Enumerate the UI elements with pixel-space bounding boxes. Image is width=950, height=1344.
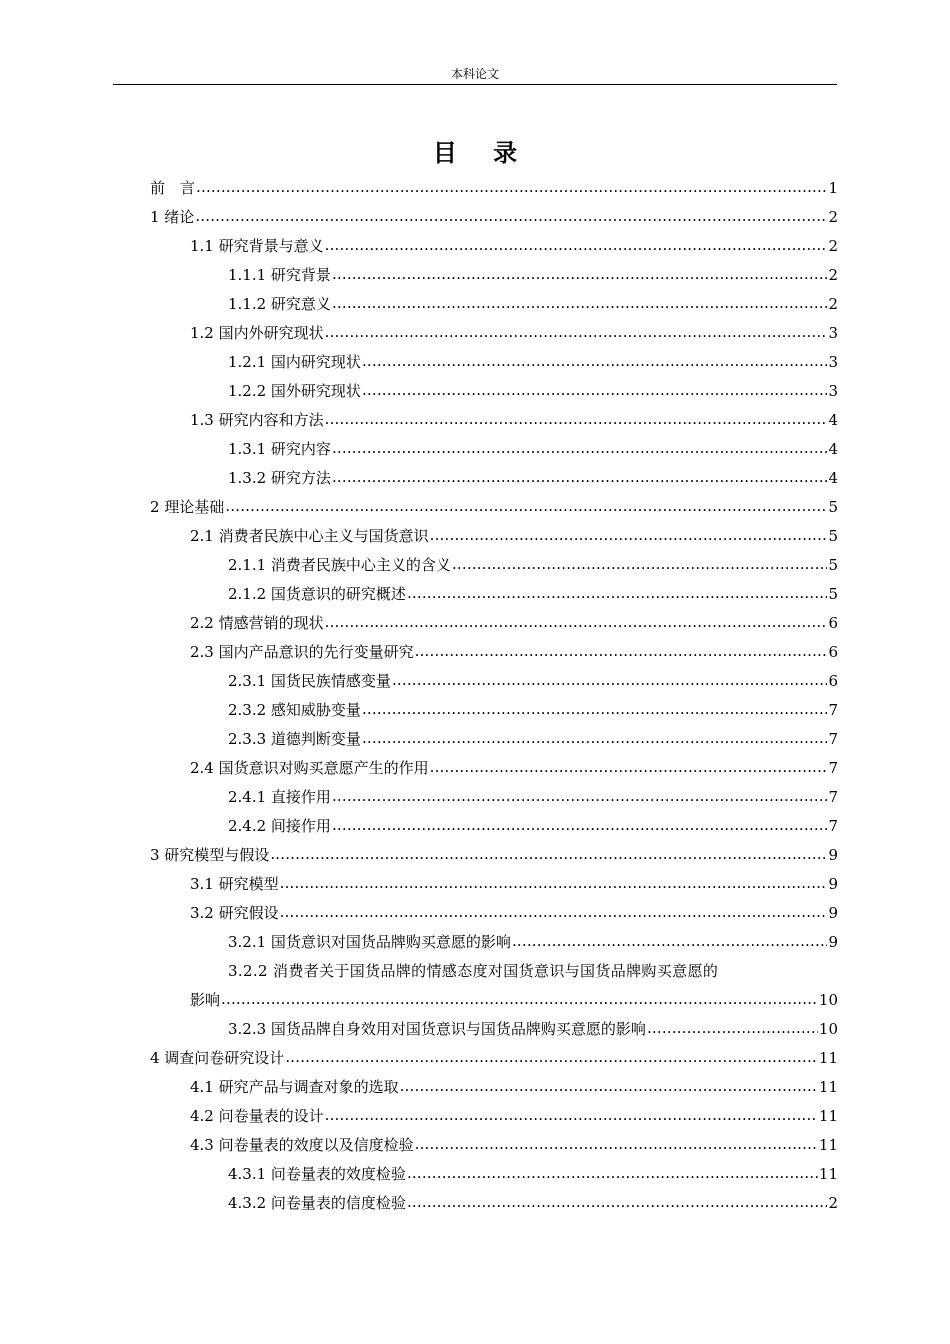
- toc-entry[interactable]: [150, 696, 838, 725]
- toc-page-number: 2: [828, 1194, 838, 1212]
- toc-entry[interactable]: [150, 435, 838, 464]
- toc-entry-text: 3.2 研究假设: [190, 904, 279, 922]
- toc-entry[interactable]: [150, 870, 838, 899]
- toc-entry-text: 2.3.2 感知威胁变量: [228, 701, 361, 719]
- toc-leader-dots: [407, 579, 828, 608]
- toc-entry-text: 前 言: [150, 179, 196, 197]
- toc-page-number: 7: [828, 817, 838, 835]
- toc-entry[interactable]: [150, 638, 838, 667]
- toc-entry[interactable]: [150, 1160, 838, 1189]
- toc-page-number: 3: [828, 382, 838, 400]
- toc-entry[interactable]: [150, 1189, 838, 1218]
- toc-entry[interactable]: [150, 899, 838, 928]
- toc-entry[interactable]: [150, 580, 838, 609]
- toc-entry[interactable]: [150, 812, 838, 841]
- toc-entry-text: 1.2.2 国外研究现状: [228, 382, 361, 400]
- toc-entry[interactable]: [150, 841, 838, 870]
- toc-page-number: 9: [828, 875, 838, 893]
- toc-page-number: 4: [828, 469, 838, 487]
- toc-entry-text: 1.3 研究内容和方法: [190, 411, 324, 429]
- toc-entry-text: 影响: [190, 991, 221, 1009]
- toc-entry[interactable]: [150, 928, 838, 957]
- toc-entry[interactable]: [150, 290, 838, 319]
- toc-entry[interactable]: [150, 174, 838, 203]
- toc-page-number: 6: [828, 643, 838, 661]
- toc-leader-dots: [270, 840, 827, 869]
- toc-entry[interactable]: [150, 261, 838, 290]
- toc-entry-text: 4.3.2 问卷量表的信度检验: [228, 1194, 406, 1212]
- toc-entry[interactable]: [150, 725, 838, 754]
- toc-page-number: 11: [818, 1078, 838, 1096]
- toc-entry-text: 2.3.1 国货民族情感变量: [228, 672, 391, 690]
- toc-entry-text: 2.4.2 间接作用: [228, 817, 331, 835]
- toc-entry-text: 3.2.3 国货品牌自身效用对国货意识与国货品牌购买意愿的影响: [228, 1020, 646, 1038]
- toc-entry-text: 1.1.1 研究背景: [228, 266, 331, 284]
- toc-entry[interactable]: [150, 1015, 838, 1044]
- toc-entry[interactable]: [150, 1044, 838, 1073]
- toc-page-number: 6: [828, 672, 838, 690]
- running-header: 本科论文: [450, 67, 499, 81]
- toc-page-number: 7: [828, 730, 838, 748]
- toc-entry[interactable]: [150, 1131, 838, 1160]
- toc-page-number: 4: [828, 440, 838, 458]
- toc-leader-dots: [415, 637, 828, 666]
- toc-leader-dots: [196, 173, 827, 202]
- toc-entry[interactable]: [150, 232, 838, 261]
- toc-leader-dots: [332, 463, 828, 492]
- toc-page-number: 9: [828, 846, 838, 864]
- toc-leader-dots: [415, 1130, 818, 1159]
- toc-leader-dots: [325, 1101, 818, 1130]
- toc-page-number: 2: [828, 208, 838, 226]
- toc-entry-text: 2.2 情感营销的现状: [190, 614, 324, 632]
- toc-entry[interactable]: [150, 493, 838, 522]
- toc-entry-text: 4.1 研究产品与调查对象的选取: [190, 1078, 399, 1096]
- toc-leader-dots: [512, 927, 828, 956]
- toc-leader-dots: [221, 985, 818, 1014]
- toc-page-number: 3: [828, 353, 838, 371]
- toc-entry-text: 3.2.2 消费者关于国货品牌的情感态度对国货意识与国货品牌购买意愿的: [228, 962, 719, 980]
- toc-entry-text: 2.3.3 道德判断变量: [228, 730, 361, 748]
- toc-entry-text: 1.2 国内外研究现状: [190, 324, 324, 342]
- toc-leader-dots: [400, 1072, 818, 1101]
- toc-entry[interactable]: [150, 957, 838, 986]
- toc-entry[interactable]: [150, 551, 838, 580]
- toc-page-number: 1: [828, 179, 838, 197]
- toc-leader-dots: [407, 1188, 828, 1217]
- toc-entry[interactable]: [150, 754, 838, 783]
- toc-entry-text: 3 研究模型与假设: [150, 846, 270, 864]
- table-of-contents: [150, 174, 838, 1218]
- toc-entry-text: 2.4 国货意识对购买意愿产生的作用: [190, 759, 429, 777]
- toc-page-number: 7: [828, 788, 838, 806]
- toc-leader-dots: [325, 231, 828, 260]
- toc-entry[interactable]: [150, 377, 838, 406]
- page-title: 目 录: [432, 138, 532, 167]
- toc-page-number: 7: [828, 759, 838, 777]
- toc-page-number: 11: [818, 1049, 838, 1067]
- toc-leader-dots: [362, 347, 828, 376]
- toc-entry-text: 4.3.1 问卷量表的效度检验: [228, 1165, 406, 1183]
- toc-entry-text: 1 绪论: [150, 208, 195, 226]
- toc-page-number: 5: [828, 527, 838, 545]
- toc-leader-dots: [325, 608, 828, 637]
- toc-page-number: 5: [828, 556, 838, 574]
- toc-leader-dots: [362, 376, 828, 405]
- toc-entry-text: 1.1.2 研究意义: [228, 295, 331, 313]
- toc-leader-dots: [332, 434, 828, 463]
- toc-entry-text: 1.1 研究背景与意义: [190, 237, 324, 255]
- toc-entry[interactable]: [150, 1073, 838, 1102]
- toc-leader-dots: [325, 405, 828, 434]
- toc-page-number: 10: [818, 991, 838, 1009]
- toc-leader-dots: [332, 289, 828, 318]
- toc-entry[interactable]: [150, 348, 838, 377]
- toc-entry-text: 2.4.1 直接作用: [228, 788, 331, 806]
- toc-entry-text: 1.2.1 国内研究现状: [228, 353, 361, 371]
- toc-page-number: 4: [828, 411, 838, 429]
- toc-leader-dots: [452, 550, 828, 579]
- toc-leader-dots: [430, 753, 828, 782]
- toc-page-number: 9: [828, 933, 838, 951]
- toc-entry-text: 3.2.1 国货意识对国货品牌购买意愿的影响: [228, 933, 511, 951]
- toc-leader-dots: [647, 1014, 818, 1043]
- toc-page-number: 6: [828, 614, 838, 632]
- toc-page-number: 10: [818, 1020, 838, 1038]
- toc-entry-text: 2.1.1 消费者民族中心主义的含义: [228, 556, 451, 574]
- toc-leader-dots: [285, 1043, 818, 1072]
- toc-page-number: 7: [828, 701, 838, 719]
- toc-leader-dots: [407, 1159, 818, 1188]
- toc-leader-dots: [332, 782, 828, 811]
- toc-leader-dots: [280, 898, 828, 927]
- header-rule: [113, 84, 837, 85]
- toc-page-number: 5: [828, 585, 838, 603]
- toc-page-number: 11: [818, 1136, 838, 1154]
- toc-leader-dots: [362, 695, 828, 724]
- toc-entry[interactable]: [150, 319, 838, 348]
- toc-leader-dots: [325, 318, 828, 347]
- toc-entry[interactable]: [150, 406, 838, 435]
- toc-page-number: 2: [828, 237, 838, 255]
- toc-page-number: 11: [818, 1107, 838, 1125]
- toc-page-number: 3: [828, 324, 838, 342]
- toc-leader-dots: [195, 202, 827, 231]
- toc-entry-text: 2 理论基础: [150, 498, 225, 516]
- toc-leader-dots: [332, 811, 828, 840]
- toc-leader-dots: [225, 492, 827, 521]
- toc-entry[interactable]: [150, 464, 838, 493]
- toc-entry[interactable]: [150, 203, 838, 232]
- toc-page-number: 9: [828, 904, 838, 922]
- toc-leader-dots: [332, 260, 828, 289]
- toc-entry[interactable]: [150, 609, 838, 638]
- toc-page-number: 11: [818, 1165, 838, 1183]
- toc-page-number: 2: [828, 295, 838, 313]
- toc-leader-dots: [430, 521, 828, 550]
- toc-entry-text: 1.3.2 研究方法: [228, 469, 331, 487]
- toc-entry-text: 2.3 国内产品意识的先行变量研究: [190, 643, 414, 661]
- toc-entry-text: 2.1.2 国货意识的研究概述: [228, 585, 406, 603]
- toc-entry-text: 2.1 消费者民族中心主义与国货意识: [190, 527, 429, 545]
- toc-page-number: 2: [828, 266, 838, 284]
- toc-entry[interactable]: [150, 522, 838, 551]
- toc-leader-dots: [280, 869, 828, 898]
- toc-entry-text: 4.2 问卷量表的设计: [190, 1107, 324, 1125]
- toc-leader-dots: [362, 724, 828, 753]
- toc-leader-dots: [392, 666, 828, 695]
- toc-entry-continuation[interactable]: [150, 986, 838, 1015]
- toc-entry-text: 4.3 问卷量表的效度以及信度检验: [190, 1136, 414, 1154]
- toc-entry-text: 4 调查问卷研究设计: [150, 1049, 285, 1067]
- toc-entry[interactable]: [150, 1102, 838, 1131]
- toc-entry[interactable]: [150, 783, 838, 812]
- toc-entry[interactable]: [150, 667, 838, 696]
- toc-entry-text: 1.3.1 研究内容: [228, 440, 331, 458]
- toc-entry-text: 3.1 研究模型: [190, 875, 279, 893]
- toc-page-number: 5: [828, 498, 838, 516]
